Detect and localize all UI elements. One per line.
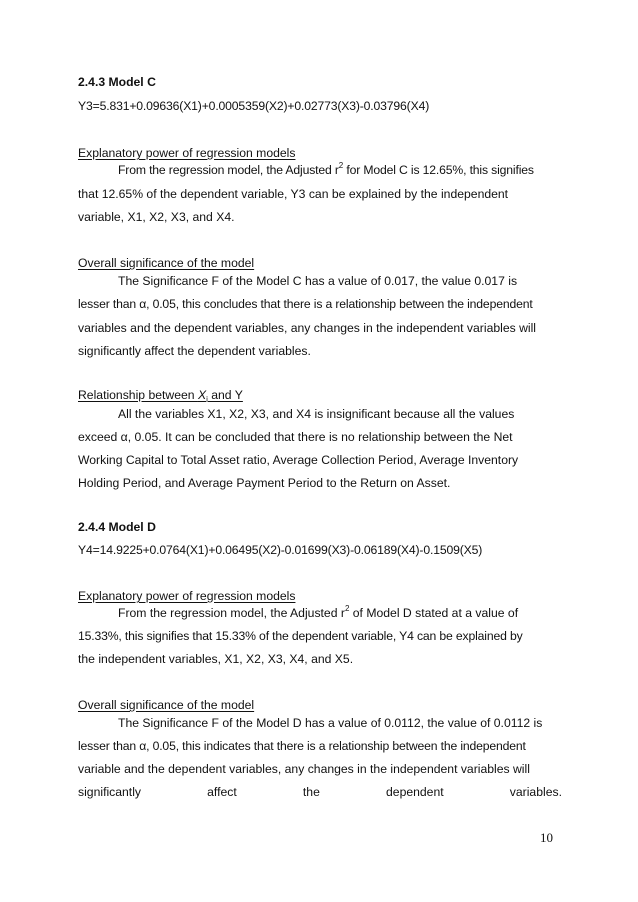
subheading-overall-d: Overall significance of the model: [78, 698, 255, 712]
paragraph-line: The Significance F of the Model D has a value of 0.0112, the value of 0.0112 is: [118, 716, 543, 730]
paragraph-line: lesser than α, 0.05, this indicates that there is a relationship between the independent: [78, 739, 526, 753]
paragraph-line: variables and the dependent variables, any changes in the independent variables will: [78, 321, 537, 335]
paragraph-line: lesser than α, 0.05, this concludes that there is a relationship between the independent: [78, 297, 533, 311]
paragraph-line: exceed α, 0.05. It can be concluded that there is no relationship between the Net: [78, 430, 513, 444]
section-heading-model-d: 2.4.4 Model D: [78, 520, 156, 534]
paragraph-line: that 12.65% of the dependent variable, Y3 can be explained by the independent: [78, 187, 509, 201]
subheading-explanatory-d: Explanatory power of regression models: [78, 589, 296, 603]
equation-model-c: Y3=5.831+0.09636(X1)+0.0005359(X2)+0.02773(X3)-0.03796(X4): [78, 99, 430, 113]
subheading-relationship-c: Relationship between $X_i$ and Y: [78, 388, 243, 404]
paragraph-line: 15.33%, this signifies that 15.33% of the dependent variable, Y4 can be explained by: [78, 629, 523, 643]
section-heading-model-c: 2.4.3 Model C: [78, 75, 156, 89]
word: affect: [207, 785, 237, 799]
word: dependent: [386, 785, 444, 799]
paragraph-line: From the regression model, the Adjusted $r^2$ of Model D stated at a value of: [118, 603, 519, 620]
page-number: 10: [540, 830, 553, 845]
paragraph-line: The Significance F of the Model C has a value of 0.017, the value 0.017 is: [118, 274, 518, 288]
word: the: [302, 785, 320, 799]
paragraph-line: Working Capital to Total Asset ratio, Average Collection Period, Average Inventory: [78, 453, 519, 467]
paragraph-line: variable, X1, X2, X3, and X4.: [78, 210, 235, 224]
paragraph-line: variable and the dependent variables, any changes in the independent variables will: [78, 762, 530, 776]
paragraph-line: significantly affect the dependent variables.: [78, 344, 311, 358]
paragraph-line: the independent variables, X1, X2, X3, X4, and X5.: [78, 652, 354, 666]
subheading-overall-c: Overall significance of the model: [78, 256, 255, 270]
equation-model-d: Y4=14.9225+0.0764(X1)+0.06495(X2)-0.01699(X3)-0.06189(X4)-0.1509(X5): [78, 543, 483, 557]
word: variables.: [509, 785, 562, 799]
paragraph-line: All the variables X1, X2, X3, and X4 is insignificant because all the values: [118, 407, 515, 421]
subheading-explanatory-c: Explanatory power of regression models: [78, 146, 296, 160]
paragraph-line: From the regression model, the Adjusted $r^2$ for Model C is 12.65%, this signifies: [118, 160, 534, 177]
paragraph-line: Holding Period, and Average Payment Period to the Return on Asset.: [78, 476, 451, 490]
word: significantly: [78, 785, 141, 799]
paragraph-line-justified: [78, 785, 562, 800]
